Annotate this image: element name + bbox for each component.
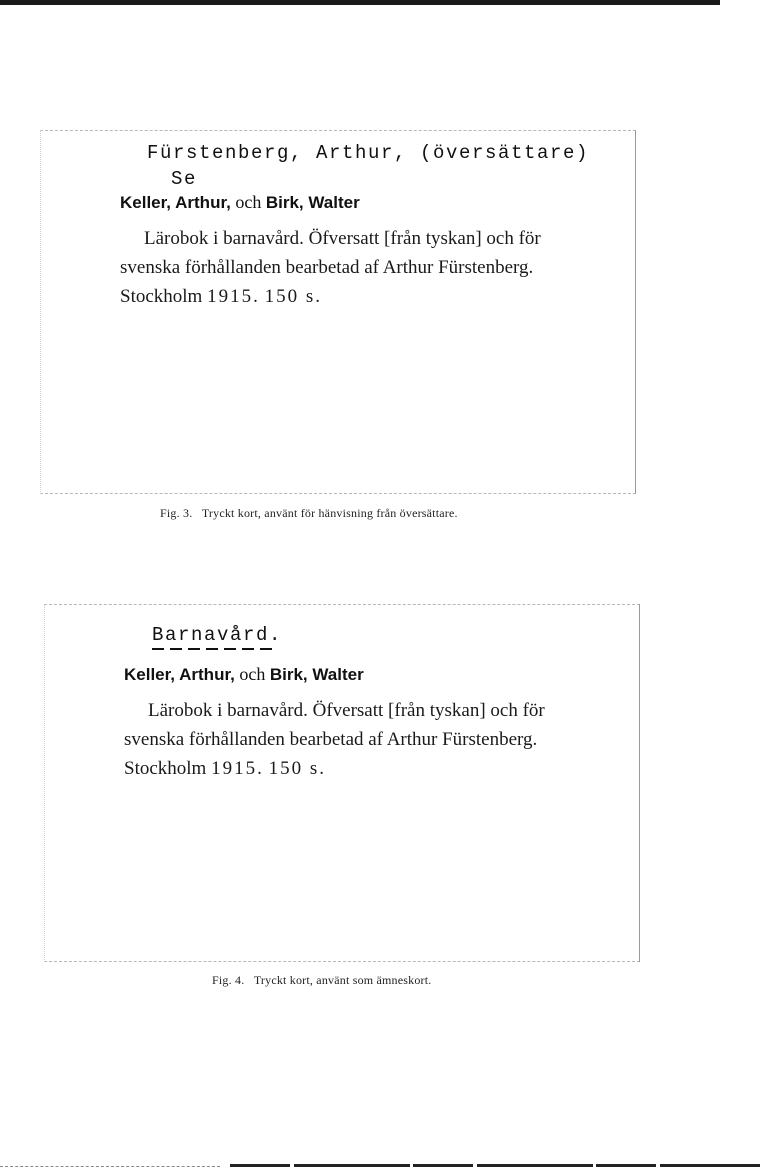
card-edge-left [44, 604, 45, 962]
publication-place: Stockholm [124, 758, 207, 779]
body-line-3 [120, 282, 541, 311]
publication-year: 1915. [207, 286, 260, 307]
caption-text: Tryckt kort, använt som ämneskort. [253, 973, 432, 987]
card-edge-right [639, 604, 640, 962]
subject-heading-underline [152, 648, 272, 650]
body-line-2: svenska förhållanden bearbetad af Arthur Fürstenberg. [124, 729, 538, 750]
publication-year: 1915. [211, 758, 264, 779]
page-bottom-rule [230, 1164, 760, 1167]
author-primary: Keller, Arthur, [124, 665, 235, 684]
page-bottom-dotted-rule [0, 1166, 220, 1168]
card-edge-bottom [44, 961, 640, 962]
body-line-2: svenska förhållanden bearbetad af Arthur Fürstenberg. [120, 257, 534, 278]
page-count: 150 s. [268, 758, 326, 779]
catalog-card-fig3 [40, 130, 636, 494]
card-edge-bottom [40, 493, 636, 494]
card-body-text [124, 696, 545, 783]
card-author-heading [120, 192, 360, 213]
author-connector: och [239, 664, 266, 684]
page-count: 150 s. [264, 286, 322, 307]
card-edge-top [40, 130, 636, 131]
body-line-1: Lärobok i barnavård. Öfversatt [från tyskan] och för [144, 228, 541, 249]
typed-translator-heading: Fürstenberg, Arthur, (översättare) [147, 142, 590, 164]
author-connector: och [235, 192, 262, 212]
card-edge-top [44, 604, 640, 605]
author-secondary: Birk, Walter [265, 193, 360, 212]
typed-subject-heading: Barnavård. [152, 624, 283, 646]
card-body-text [120, 224, 541, 311]
figure-4-caption [212, 973, 431, 988]
catalog-card-fig4 [44, 604, 640, 962]
typed-see-reference: Se [171, 168, 198, 190]
caption-label: Fig. 4. [212, 973, 245, 987]
body-line-1: Lärobok i barnavård. Öfversatt [från tyskan] och för [148, 700, 545, 721]
author-primary: Keller, Arthur, [120, 193, 231, 212]
figure-3-caption [160, 506, 458, 521]
card-author-heading [124, 664, 364, 685]
card-edge-right [635, 130, 636, 494]
caption-label: Fig. 3. [160, 506, 193, 520]
caption-text: Tryckt kort, använt för hänvisning från översättare. [201, 506, 458, 520]
body-line-3 [124, 754, 545, 783]
author-secondary: Birk, Walter [269, 665, 364, 684]
page-top-rule [0, 0, 760, 5]
card-edge-left [40, 130, 41, 494]
page-top-rule-gap [720, 0, 760, 8]
publication-place: Stockholm [120, 286, 203, 307]
